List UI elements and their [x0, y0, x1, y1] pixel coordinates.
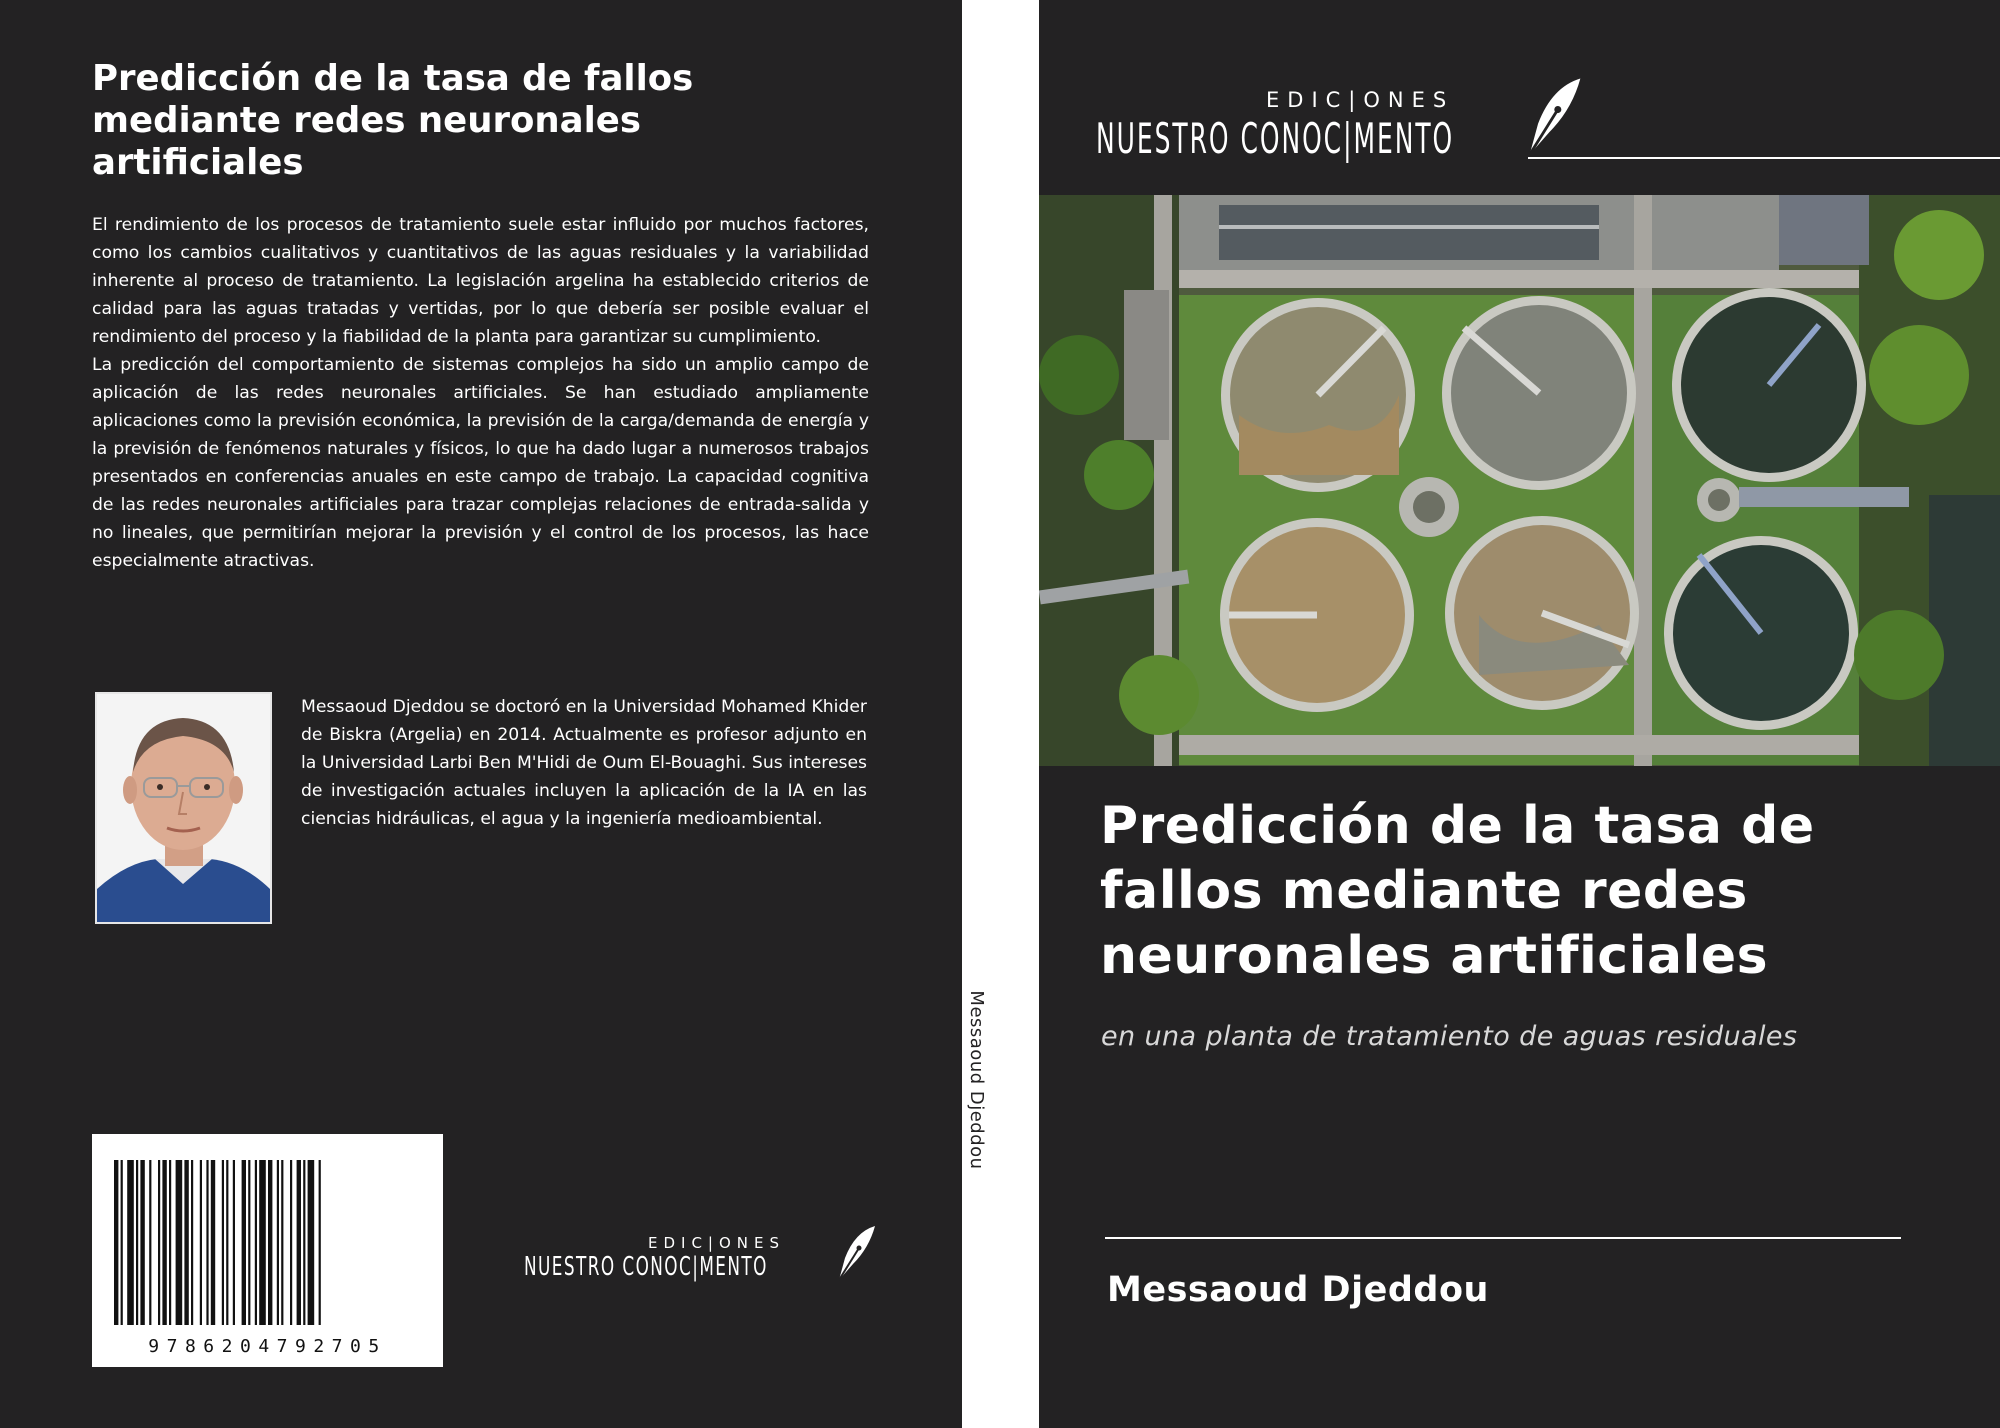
barcode-bar: [176, 1160, 183, 1325]
barcode-bar: [259, 1160, 266, 1325]
cover-photo-water-treatment-plant: [1039, 195, 2000, 766]
barcode-bar: [206, 1160, 208, 1325]
back-cover-title: Predicción de la tasa de fallos mediante redes neuronales artificiales: [92, 58, 694, 183]
publisher-logo-line1: EDIC|ONES: [1266, 88, 1455, 112]
aerial-plant-illustration: [1039, 195, 2000, 766]
barcode-bar: [255, 1160, 257, 1325]
author-biography: Messaoud Djeddou se doctoró en la Universidad Mohamed Khider de Biskra (Argelia) en 2014. Actualmente es profesor adjunto en la Universidad Larbi Ben M'Hidi de Oum El-Bouaghi. Sus intereses de investigación actuales incluyen la aplicación de la IA en las ciencias hidráulicas, el agua y la ingeniería medioambiental.: [301, 697, 867, 829]
barcode-bar: [303, 1160, 305, 1325]
front-cover-author: Messaoud Djeddou: [1107, 1270, 1489, 1310]
publisher-logo-line1: EDIC|ONES: [648, 1234, 786, 1252]
barcode-bars: [92, 1134, 443, 1334]
barcode-bar: [248, 1160, 250, 1325]
author-portrait: [95, 692, 272, 924]
book-spine: [962, 0, 1039, 1428]
barcode-bar: [233, 1160, 235, 1325]
spine-author: Messaoud Djeddou: [966, 990, 987, 1170]
publisher-logo-line2: NUESTRO CONOC|MENTO: [1096, 114, 1455, 163]
barcode-bar: [184, 1160, 188, 1325]
author-portrait-illustration: [97, 694, 270, 922]
barcode-bar: [121, 1160, 123, 1325]
blurb-paragraph-1: El rendimiento de los procesos de tratamiento suele estar influido por muchos factores, como los cambios cualitativos y cuantitativos de las aguas residuales y la variabilidad inherente al proceso de tratamiento. La legislación argelina ha establecido criterios de calidad para las aguas tratadas y vertidas, por lo que debería ser posible evaluar el rendimiento del proceso y la fiabilidad de la planta para garantizar su cumplimiento.: [92, 215, 869, 347]
publisher-logo-back: [520, 1222, 880, 1292]
isbn-number: 9786204792705: [148, 1336, 387, 1357]
front-cover-title: Predicción de la tasa de fallos mediante redes neuronales artificiales: [1100, 796, 1815, 986]
barcode-bar: [242, 1160, 246, 1325]
barcode-bar: [281, 1160, 283, 1325]
barcode-bar: [114, 1160, 118, 1325]
isbn-barcode: [92, 1134, 443, 1367]
barcode-bar: [297, 1160, 301, 1325]
barcode-bar: [162, 1160, 166, 1325]
barcode-bar: [127, 1160, 134, 1325]
barcode-bar: [200, 1160, 202, 1325]
publisher-logo-front: [1096, 68, 1996, 168]
barcode-bar: [226, 1160, 228, 1325]
back-cover-blurb: [92, 211, 869, 575]
barcode-bar: [140, 1160, 144, 1325]
fountain-pen-nib-icon: [835, 1224, 879, 1284]
barcode-bar: [149, 1160, 151, 1325]
barcode-bar: [319, 1160, 321, 1325]
barcode-bar: [158, 1160, 160, 1325]
logo-divider-line: [1528, 157, 2000, 159]
barcode-bar: [136, 1160, 138, 1325]
front-cover-subtitle: en una planta de tratamiento de aguas residuales: [1101, 1021, 1798, 1052]
blurb-paragraph-2: La predicción del comportamiento de sistemas complejos ha sido un amplio campo de aplicación de las redes neuronales artificiales. Se han estudiado ampliamente aplicaciones como la previsión económica, la previsión de la carga/demanda de energía y la previsión de fenómenos naturales y físicos, lo que ha dado lugar a numerosos trabajos presentados en conferencias anuales en este campo de trabajo. La capacidad cognitiva de las redes neuronales artificiales para trazar complejas relaciones de entrada-salida y no lineales, que permitirían mejorar la previsión y el control de los procesos, las hace especialmente atractivas.: [92, 355, 869, 571]
barcode-bar: [169, 1160, 171, 1325]
barcode-bar: [268, 1160, 272, 1325]
barcode-bar: [222, 1160, 224, 1325]
barcode-bar: [308, 1160, 315, 1325]
publisher-logo-line2: NUESTRO CONOC|MENTO: [524, 1252, 768, 1282]
barcode-bar: [277, 1160, 279, 1325]
fountain-pen-nib-icon: [1524, 72, 1586, 164]
barcode-bar: [191, 1160, 193, 1325]
author-divider-line: [1105, 1237, 1901, 1239]
barcode-bar: [211, 1160, 215, 1325]
barcode-bar: [290, 1160, 292, 1325]
